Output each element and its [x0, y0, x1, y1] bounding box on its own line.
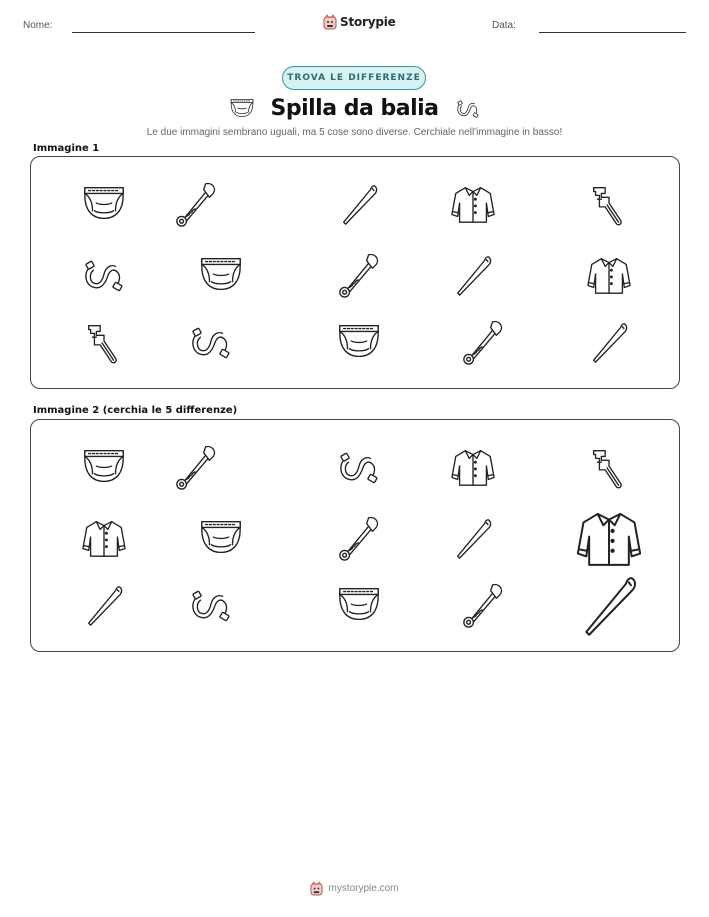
needle-icon[interactable]	[575, 571, 643, 639]
safety-pin-icon	[173, 181, 219, 227]
image1-label: Immagine 1	[33, 143, 100, 154]
needle-icon	[336, 181, 382, 227]
wrench-icon[interactable]	[586, 444, 632, 490]
worksheet-type-badge: TROVA LE DIFFERENZE	[282, 66, 426, 90]
wrench-icon	[81, 319, 127, 365]
clip-icon[interactable]	[188, 582, 234, 628]
date-line[interactable]	[539, 32, 686, 33]
diaper-icon	[229, 96, 255, 120]
clip-icon	[188, 319, 234, 365]
diaper-icon	[336, 319, 382, 365]
shirt-icon[interactable]	[81, 515, 127, 561]
storypie-logo-icon	[310, 881, 323, 896]
date-label: Data:	[492, 20, 516, 31]
safety-pin-icon[interactable]	[173, 444, 219, 490]
page-title: Spilla da balia	[270, 95, 439, 121]
diaper-icon	[81, 181, 127, 227]
image1-panel	[30, 156, 680, 389]
footer-url[interactable]: mystorypie.com	[328, 882, 399, 894]
footer	[0, 878, 709, 898]
needle-icon	[450, 252, 496, 298]
shirt-icon	[586, 252, 632, 298]
storypie-logo-icon	[323, 14, 337, 30]
diaper-icon[interactable]	[336, 582, 382, 628]
needle-icon[interactable]	[450, 515, 496, 561]
shirt-icon	[450, 181, 496, 227]
name-line[interactable]	[72, 32, 255, 33]
brand	[323, 12, 396, 32]
name-label: Nome:	[23, 20, 53, 31]
needle-icon	[586, 319, 632, 365]
shirt-icon[interactable]	[450, 444, 496, 490]
image2-panel[interactable]	[30, 419, 680, 652]
safety-pin-icon	[336, 252, 382, 298]
needle-icon[interactable]	[81, 582, 127, 628]
diaper-icon[interactable]	[81, 444, 127, 490]
brand-name: Storypie	[340, 15, 396, 29]
image2-label: Immagine 2 (cerchia le 5 differenze)	[33, 405, 238, 416]
diaper-icon	[198, 252, 244, 298]
safety-pin-icon[interactable]	[460, 582, 506, 628]
safety-pin-icon[interactable]	[336, 515, 382, 561]
clip-icon[interactable]	[336, 444, 382, 490]
diaper-icon[interactable]	[198, 515, 244, 561]
safety-pin-icon	[460, 319, 506, 365]
title-row	[0, 92, 709, 124]
pacifier-clip-icon	[455, 96, 481, 120]
shirt-icon[interactable]	[575, 504, 643, 572]
instructions: Le due immagini sembrano uguali, ma 5 cose sono diverse. Cerchiale nell'immagine in basso!	[146, 127, 563, 138]
wrench-icon	[586, 181, 632, 227]
clip-icon	[81, 252, 127, 298]
